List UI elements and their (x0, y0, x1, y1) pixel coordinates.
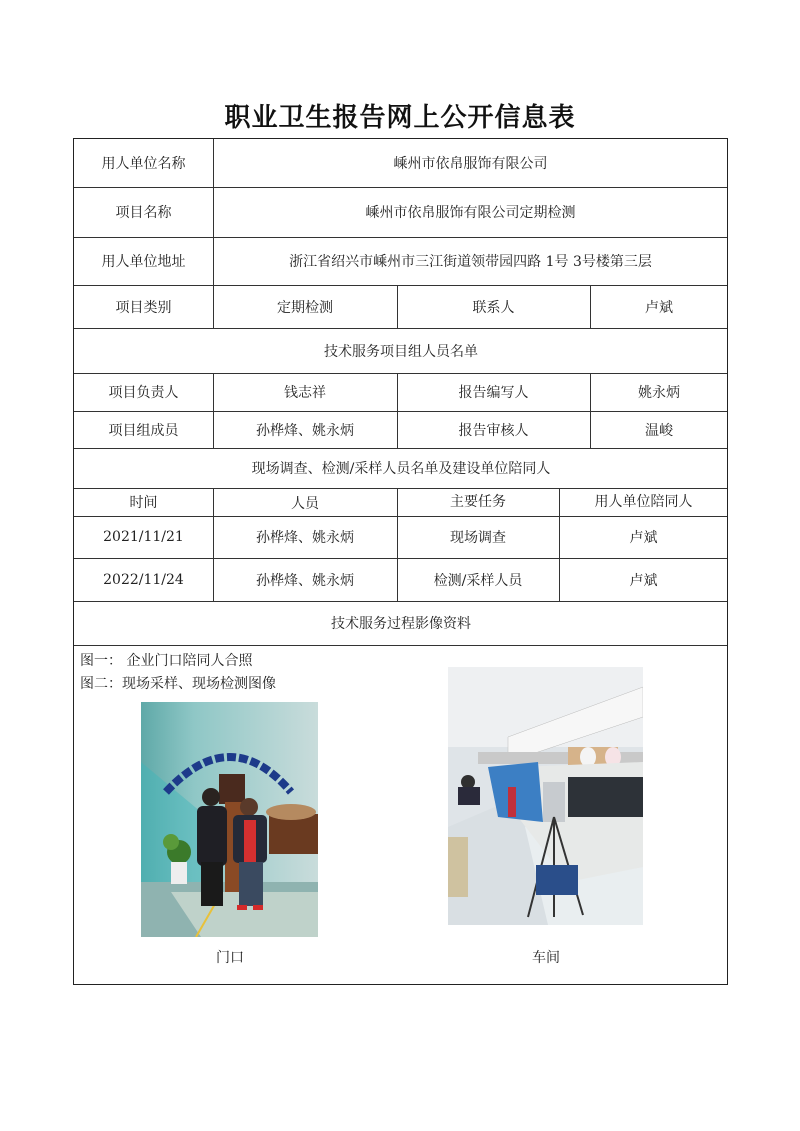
field-row-1-task: 现场调查 (450, 530, 506, 546)
employer-address-label: 用人单位地址 (101, 254, 186, 270)
writer-value: 姚永炳 (638, 385, 680, 401)
contact-label: 联系人 (472, 299, 515, 316)
workshop-photo (448, 667, 643, 925)
field-section-title: 现场调查、检测/采样人员名单及建设单位陪同人 (251, 461, 551, 477)
project-name-value: 嵊州市依帛服饰有限公司定期检测 (365, 205, 576, 221)
reviewer-value: 温峻 (645, 422, 673, 439)
leader-value: 钱志祥 (284, 385, 326, 401)
images-section-title: 技术服务过程影像资料 (331, 616, 471, 632)
entrance-photo-image (141, 702, 318, 937)
info-table (73, 138, 728, 985)
project-type-label: 项目类别 (115, 299, 172, 316)
field-row-2-personnel: 孙桦烽、姚永炳 (256, 572, 354, 589)
employer-address-value: 浙江省绍兴市嵊州市三江街道领带园四路 1号 3号楼第三层 (289, 254, 652, 270)
field-header-personnel: 人员 (291, 496, 319, 512)
field-row-1-personnel: 孙桦烽、姚永炳 (256, 530, 354, 546)
project-name-label: 项目名称 (115, 205, 172, 221)
workshop-photo-image (448, 667, 643, 925)
writer-label: 报告编写人 (458, 385, 529, 401)
field-row-2-task: 检测/采样人员 (433, 572, 523, 589)
leader-label: 项目负责人 (108, 385, 179, 401)
employer-name-label: 用人单位名称 (101, 156, 186, 172)
members-value: 孙桦烽、姚永炳 (256, 422, 354, 439)
caption-figure-1: 图一： 企业门口陪同人合照 (80, 653, 253, 669)
entrance-photo (141, 702, 318, 937)
reviewer-label: 报告审核人 (458, 422, 529, 439)
page-title: 职业卫生报告网上公开信息表 (224, 103, 576, 133)
members-label: 项目组成员 (108, 422, 179, 439)
field-header-task: 主要任务 (450, 494, 506, 510)
row-divider (74, 645, 727, 646)
entrance-photo-label: 门口 (216, 950, 244, 966)
employer-name-value: 嵊州市依帛服饰有限公司 (393, 156, 548, 172)
field-header-time: 时间 (129, 495, 158, 511)
field-row-1-date: 2021/11/21 (103, 529, 184, 545)
team-section-title: 技术服务项目组人员名单 (324, 343, 478, 360)
field-row-1-escort: 卢斌 (629, 530, 658, 546)
workshop-photo-label: 车间 (532, 950, 560, 966)
caption-figure-2: 图二：现场采样、现场检测图像 (80, 676, 276, 692)
field-row-2-escort: 卢斌 (629, 572, 658, 589)
project-type-value: 定期检测 (277, 299, 333, 316)
field-header-escort: 用人单位陪同人 (594, 494, 693, 510)
contact-value: 卢斌 (645, 299, 673, 316)
field-row-2-date: 2022/11/24 (103, 571, 184, 588)
